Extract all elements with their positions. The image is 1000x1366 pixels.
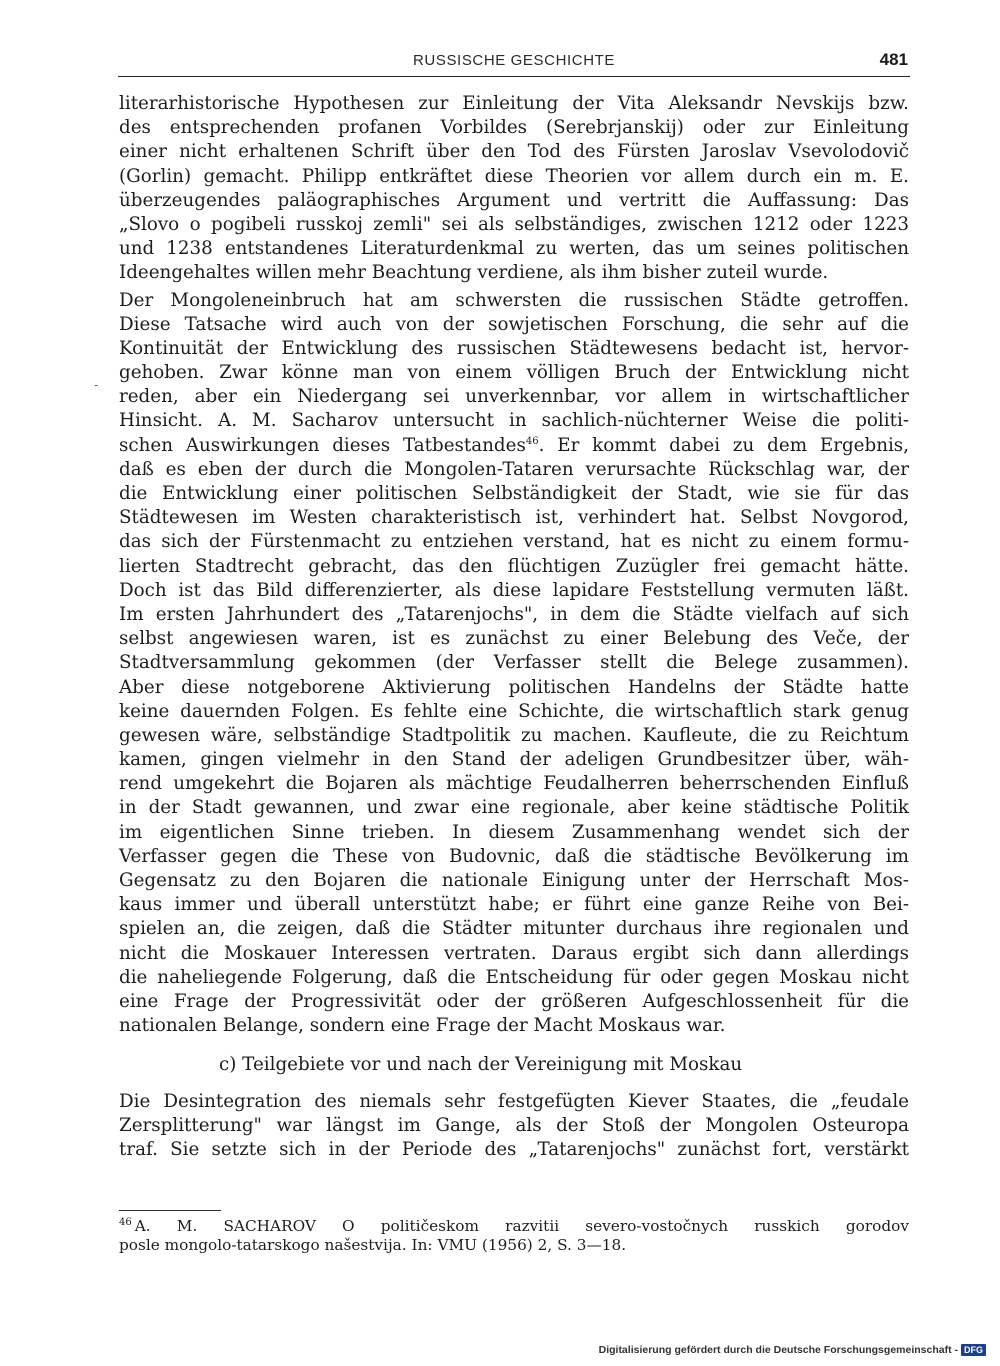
text-line: (Gorlin) gemacht. Philipp entkräftet diese Theorien vor allem durch ein m. E. <box>119 165 909 187</box>
text-segment: schen Auswirkungen dieses Tatbestandes <box>119 434 526 456</box>
text-line: spielen an, die zeigen, daß die Städter mitunter durchaus ihre regionalen und <box>119 918 909 940</box>
footnote-line <box>119 1217 909 1236</box>
text-line: Verfasser gegen die These von Budovnic, daß die städtische Bevölkerung im <box>119 845 909 867</box>
text-segment: . Er kommt dabei zu dem Ergebnis, <box>538 434 910 456</box>
text-line: in der Stadt gewannen, und zwar eine regionale, aber keine städtische Politik <box>119 797 909 819</box>
text-line: Der Mongoleneinbruch hat am schwersten die russischen Städte getroffen. <box>119 289 909 311</box>
body-text <box>119 92 909 1165</box>
text-line: keine dauernden Folgen. Es fehlte eine Schichte, die wirtschaftlich stark genug <box>119 700 909 722</box>
text-line: Kontinuität der Entwicklung des russischen Städtewesens bedacht ist, hervor- <box>119 337 909 359</box>
footnote <box>119 1217 909 1255</box>
text-line: im eigentlichen Sinne trieben. In diesem Zusammenhang wendet sich der <box>119 821 909 843</box>
text-line: eine Frage der Progressivität oder der größeren Aufgeschlossenheit für die <box>119 990 909 1012</box>
text-line: Hinsicht. A. M. Sacharov untersucht in sachlich-nüchterner Weise die politi- <box>119 410 909 432</box>
text-line: das sich der Fürstenmacht zu entziehen verstand, hat es nicht zu einem formu- <box>119 531 909 553</box>
text-line: literarhistorische Hypothesen zur Einleitung der Vita Aleksandr Nevskijs bzw. <box>119 93 909 114</box>
text-line: Stadtversammlung gekommen (der Verfasser stellt die Belege zusammen). <box>119 652 909 674</box>
text-line: gehoben. Zwar könne man von einem völligen Bruch der Entwicklung nicht <box>119 362 909 384</box>
dfg-logo: DFG <box>961 1344 986 1356</box>
digitization-credit <box>599 1344 986 1356</box>
text-line: Doch ist das Bild differenzierter, als diese lapidare Feststellung vermuten läßt. <box>119 579 909 601</box>
text-line: Im ersten Jahrhundert des „Tatarenjochs", in dem die Städte vielfach auf sich <box>119 603 909 625</box>
text-line: daß es eben der durch die Mongolen-Tataren verursachte Rückschlag war, der <box>119 458 909 480</box>
footnote-number: 46 <box>119 1216 132 1228</box>
text-line: reden, aber ein Niedergang sei unverkennbar, vor allem in wirtschaftlicher <box>119 386 909 408</box>
credit-text: Digitalisierung gefördert durch die Deutsche Forschungsgemeinschaft - <box>598 1344 958 1356</box>
footnote-divider <box>119 1210 221 1211</box>
text-line: traf. Sie setzte sich in der Periode des „Tatarenjochs" zunächst fort, verstärkt <box>119 1138 909 1160</box>
text-line: Die Desintegration des niemals sehr festgefügten Kiever Staates, die „feudale <box>119 1090 909 1112</box>
running-title: RUSSISCHE GESCHICHTE <box>412 52 616 69</box>
text-line: Diese Tatsache wird auch von der sowjetischen Forschung, die sehr auf die <box>119 313 909 335</box>
text-line: kamen, gingen vielmehr in den Stand der adeligen Grundbesitzer über, wäh- <box>119 749 909 771</box>
text-line: Gegensatz zu den Bojaren die nationale Einigung unter der Herrschaft Mos- <box>119 870 909 891</box>
text-line: kaus immer und überall unterstützt habe; er führt eine ganze Reihe von Bei- <box>119 894 909 916</box>
text-line: gewesen wäre, selbständige Stadtpolitik zu machen. Kaufleute, die zu Reichtum <box>119 724 909 746</box>
text-line: einer nicht erhaltenen Schrift über den Tod des Fürsten Jaroslav Vsevolodovič <box>119 141 909 163</box>
text-line: lierten Stadtrecht gebracht, das den flüchtigen Zuzügler frei gemacht hätte. <box>119 555 909 577</box>
text-line: überzeugendes paläographisches Argument und vertritt die Auffassung: Das <box>119 189 909 211</box>
text-line: Aber diese notgeborene Aktivierung politischen Handelns der Städte hatte <box>119 676 909 698</box>
section-heading: c) Teilgebiete vor und nach der Vereinigung mit Moskau <box>219 1054 743 1076</box>
text-line: „Slovo o pogibeli russkoj zemli" sei als selbständiges, zwischen 1212 oder 1223 <box>119 213 909 235</box>
paragraph-3 <box>119 1090 909 1163</box>
running-header <box>118 50 910 77</box>
text-line-with-footnote <box>119 434 909 458</box>
text-line: Zersplitterung" war längst im Gange, als der Stoß der Mongolen Osteuropa <box>119 1114 909 1136</box>
text-line: selbst angewiesen waren, ist es zunächst zu einer Belebung des Veče, der <box>119 628 909 650</box>
text-line: und 1238 entstandenes Literaturdenkmal zu werten, das um seines politischen <box>119 238 909 260</box>
page-number: 481 <box>879 50 908 69</box>
footnote-line: posle mongolo-tatarskogo našestvija. In: VMU (1956) 2, S. 3—18. <box>119 1236 627 1254</box>
paragraph-2 <box>119 289 909 1039</box>
text-line: die Entwicklung einer politischen Selbständigkeit der Stadt, wie sie für das <box>119 483 909 504</box>
text-line: des entsprechenden profanen Vorbildes (Serebrjanskij) oder zur Einleitung <box>119 117 909 139</box>
text-line: Ideengehaltes willen mehr Beachtung verdiene, als ihm bisher zuteil wurde. <box>119 262 829 284</box>
text-line: rend umgekehrt die Bojaren als mächtige Feudalherren beherrschenden Einfluß <box>119 773 909 795</box>
margin-mark: - <box>94 378 99 392</box>
text-line: nationalen Belange, sondern eine Frage der Macht Moskaus war. <box>119 1015 726 1037</box>
paragraph-1 <box>119 92 909 286</box>
footnote-text: A. M. SACHAROV O političeskom razvitii severo-vostočnych russkich gorodov <box>134 1217 909 1235</box>
text-line: nicht die Moskauer Interessen vertraten. Daraus ergibt sich dann allerdings <box>119 942 909 964</box>
footnote-reference[interactable]: 46 <box>525 435 539 447</box>
text-line: die naheliegende Folgerung, daß die Entscheidung für oder gegen Moskau nicht <box>119 966 909 988</box>
text-line: Städtewesen im Westen charakteristisch ist, verhindert hat. Selbst Novgorod, <box>119 507 909 529</box>
